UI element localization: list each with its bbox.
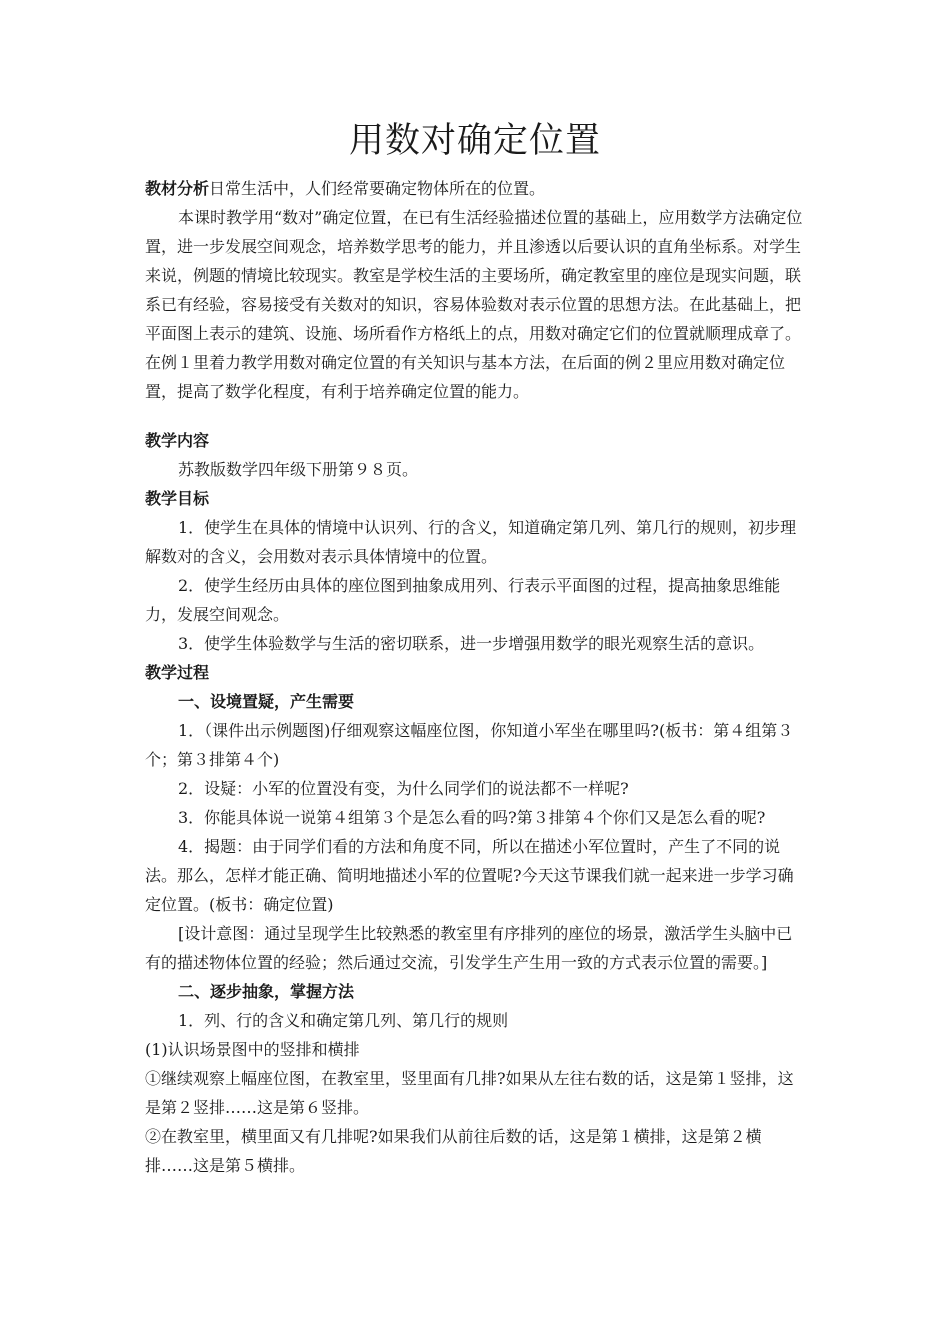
part1-item-3: 3．你能具体说一说第４组第３个是怎么看的吗?第３排第４个你们又是怎么看的呢?: [178, 808, 766, 827]
goal-3: 3．使学生体验数学与生活的密切联系，进一步增强用数学的眼光观察生活的意识。: [178, 634, 765, 653]
part2-circle-1: ①继续观察上幅座位图，在教室里，竖里面有几排?如果从左往右数的话，这是第１竖排，这是第２竖排……这是第６竖排。: [145, 1069, 794, 1117]
content-heading: 教学内容: [145, 431, 210, 450]
content-text: 苏教版数学四年级下册第９８页。: [178, 460, 419, 479]
part1-item-4: 4．揭题：由于同学们看的方法和角度不同，所以在描述小军位置时，产生了不同的说法。那么，怎样才能正确、简明地描述小军的位置呢?今天这节课我们就一起来进一步学习确定位置。(板书：确定位置): [145, 837, 794, 914]
part1-design-note: [设计意图：通过呈现学生比较熟悉的教室里有序排列的座位的场景，激活学生头脑中已有的描述物体位置的经验；然后通过交流，引发学生产生用一致的方式表示位置的需要。]: [145, 924, 793, 972]
goal-1: 1．使学生在具体的情境中认识列、行的含义，知道确定第几列、第几行的规则，初步理解数对的含义，会用数对表示具体情境中的位置。: [145, 518, 797, 566]
part2-item-1: 1．列、行的含义和确定第几列、第几行的规则: [178, 1011, 509, 1030]
section-gap: [145, 406, 805, 426]
analysis-body-paragraph: 本课时教学用“数对”确定位置，在已有生活经验描述位置的基础上，应用数学方法确定位置，进一步发展空间观念，培养数学思考的能力，并且渗透以后要认识的直角坐标系。对学生来说，例题的情境比较现实。教室是学校生活的主要场所，确定教室里的座位是现实问题，联系已有经验，容易接受有关数对的知识，容易体验数对表示位置的思想方法。在此基础上，把平面图上表示的建筑、设施、场所看作方格纸上的点，用数对确定它们的位置就顺理成章了。在例１里着力教学用数对确定位置的有关知识与基本方法，在后面的例２里应用数对确定位置，提高了数学化程度，有利于培养确定位置的能力。: [145, 208, 803, 401]
goals-heading: 教学目标: [145, 489, 210, 508]
part1-item-2: 2．设疑：小军的位置没有变，为什么同学们的说法都不一样呢?: [178, 779, 629, 798]
analysis-first-text: 日常生活中，人们经常要确定物体所在的位置。: [209, 179, 546, 198]
goal-2: 2．使学生经历由具体的座位图到抽象成用列、行表示平面图的过程，提高抽象思维能力，发展空间观念。: [145, 576, 781, 624]
part1-item-1: 1．（课件出示例题图)仔细观察这幅座位图，你知道小军坐在哪里吗?(板书：第４组第３个；第３排第４个): [145, 721, 794, 769]
part2-subheading: (1)认识场景图中的竖排和横排: [145, 1040, 360, 1059]
part2-heading: 二、逐步抽象，掌握方法: [178, 982, 355, 1001]
document-body: [145, 174, 805, 1180]
analysis-first-paragraph: [145, 174, 805, 203]
analysis-label: 教材分析: [145, 179, 210, 198]
page-title: 用数对确定位置: [348, 121, 601, 161]
part1-heading: 一、设境置疑，产生需要: [178, 692, 355, 711]
part2-circle-2: ②在教室里，横里面又有几排呢?如果我们从前往后数的话，这是第１横排，这是第２横排……这是第５横排。: [145, 1127, 762, 1175]
process-heading: 教学过程: [145, 663, 210, 682]
